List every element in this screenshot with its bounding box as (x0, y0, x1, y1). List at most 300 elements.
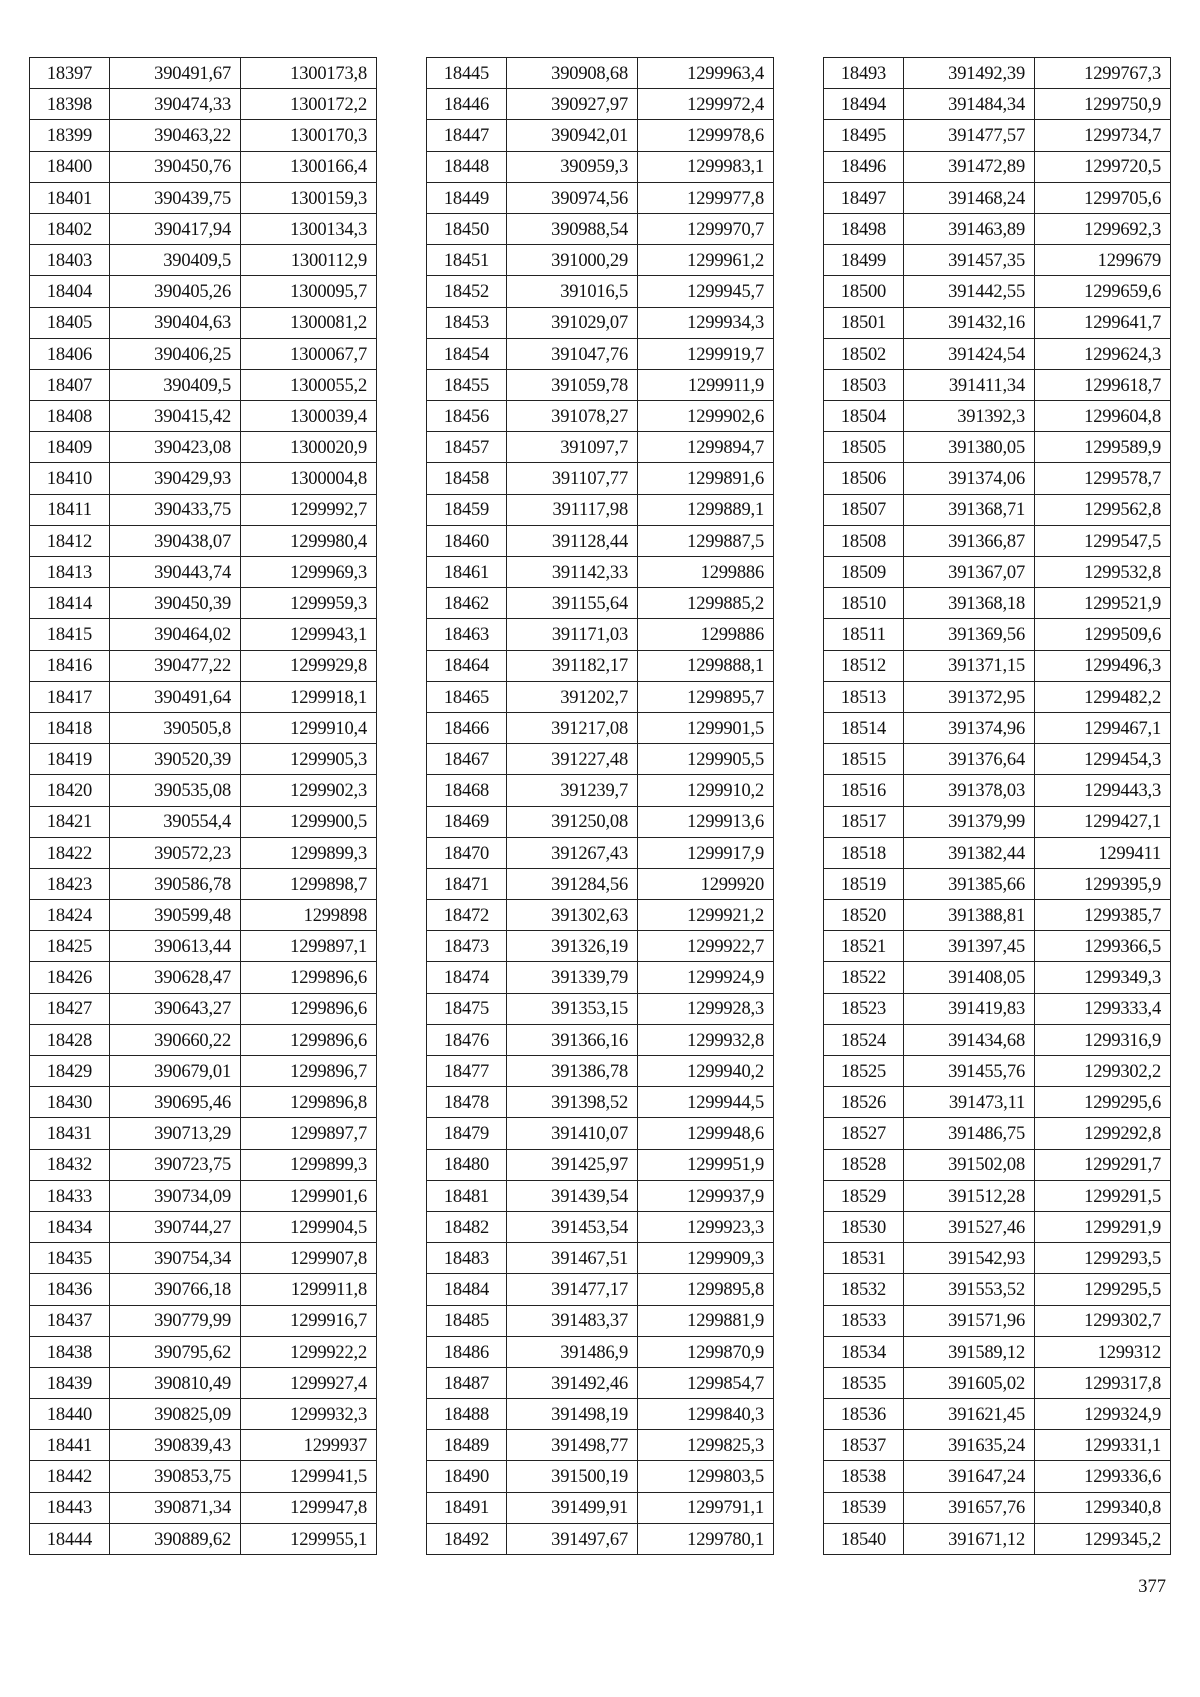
table-row (824, 1087, 1171, 1118)
y-coordinate-cell: 1299896,7 (241, 1056, 377, 1087)
table-row (30, 182, 377, 213)
table-row (427, 1180, 774, 1211)
table-row (30, 89, 377, 120)
point-number-cell: 18501 (824, 307, 904, 338)
x-coordinate-cell: 391367,07 (904, 557, 1035, 588)
x-coordinate-cell: 390586,78 (110, 868, 241, 899)
table-row (824, 1024, 1171, 1055)
point-number-cell: 18442 (30, 1461, 110, 1492)
table-row (427, 993, 774, 1024)
y-coordinate-cell: 1300134,3 (241, 213, 377, 244)
point-number-cell: 18402 (30, 213, 110, 244)
table-row (427, 245, 774, 276)
table-row (427, 681, 774, 712)
table-row (824, 1367, 1171, 1398)
point-number-cell: 18438 (30, 1336, 110, 1367)
point-number-cell: 18518 (824, 837, 904, 868)
x-coordinate-cell: 391484,34 (904, 89, 1035, 120)
y-coordinate-cell: 1299791,1 (638, 1492, 774, 1523)
y-coordinate-cell: 1299659,6 (1035, 276, 1171, 307)
y-coordinate-cell: 1299624,3 (1035, 338, 1171, 369)
table-row (824, 1336, 1171, 1367)
y-coordinate-cell: 1299898,7 (241, 868, 377, 899)
point-number-cell: 18415 (30, 619, 110, 650)
coordinate-table-2 (426, 57, 774, 1555)
y-coordinate-cell: 1299923,3 (638, 1211, 774, 1242)
x-coordinate-cell: 390734,09 (110, 1180, 241, 1211)
table-row (824, 806, 1171, 837)
table-row (30, 837, 377, 868)
x-coordinate-cell: 391366,87 (904, 525, 1035, 556)
table-row (30, 463, 377, 494)
y-coordinate-cell: 1299959,3 (241, 588, 377, 619)
table-row (824, 744, 1171, 775)
table-row (824, 1149, 1171, 1180)
point-number-cell: 18540 (824, 1523, 904, 1554)
y-coordinate-cell: 1299302,7 (1035, 1305, 1171, 1336)
x-coordinate-cell: 390415,42 (110, 401, 241, 432)
y-coordinate-cell: 1299909,3 (638, 1243, 774, 1274)
x-coordinate-cell: 390406,25 (110, 338, 241, 369)
point-number-cell: 18530 (824, 1211, 904, 1242)
point-number-cell: 18504 (824, 401, 904, 432)
point-number-cell: 18513 (824, 681, 904, 712)
x-coordinate-cell: 391374,96 (904, 712, 1035, 743)
point-number-cell: 18531 (824, 1243, 904, 1274)
y-coordinate-cell: 1299922,2 (241, 1336, 377, 1367)
point-number-cell: 18503 (824, 369, 904, 400)
point-number-cell: 18458 (427, 463, 507, 494)
y-coordinate-cell: 1299963,4 (638, 58, 774, 89)
point-number-cell: 18465 (427, 681, 507, 712)
y-coordinate-cell: 1299897,1 (241, 931, 377, 962)
x-coordinate-cell: 390889,62 (110, 1523, 241, 1554)
y-coordinate-cell: 1299395,9 (1035, 868, 1171, 899)
table-row (30, 1118, 377, 1149)
y-coordinate-cell: 1299295,6 (1035, 1087, 1171, 1118)
table-row (427, 962, 774, 993)
table-row (824, 619, 1171, 650)
x-coordinate-cell: 390744,27 (110, 1211, 241, 1242)
x-coordinate-cell: 390520,39 (110, 744, 241, 775)
y-coordinate-cell: 1299970,7 (638, 213, 774, 244)
y-coordinate-cell: 1299896,6 (241, 993, 377, 1024)
table-row (427, 307, 774, 338)
x-coordinate-cell: 391371,15 (904, 650, 1035, 681)
x-coordinate-cell: 390942,01 (507, 120, 638, 151)
y-coordinate-cell: 1300166,4 (241, 151, 377, 182)
table-row (427, 619, 774, 650)
y-coordinate-cell: 1299951,9 (638, 1149, 774, 1180)
table-row (427, 58, 774, 89)
table-row (30, 120, 377, 151)
y-coordinate-cell: 1299898 (241, 900, 377, 931)
y-coordinate-cell: 1299467,1 (1035, 712, 1171, 743)
point-number-cell: 18533 (824, 1305, 904, 1336)
x-coordinate-cell: 391455,76 (904, 1056, 1035, 1087)
table-row (30, 1523, 377, 1554)
y-coordinate-cell: 1299901,6 (241, 1180, 377, 1211)
point-number-cell: 18529 (824, 1180, 904, 1211)
point-number-cell: 18517 (824, 806, 904, 837)
x-coordinate-cell: 391128,44 (507, 525, 638, 556)
point-number-cell: 18399 (30, 120, 110, 151)
point-number-cell: 18524 (824, 1024, 904, 1055)
table-row (427, 1024, 774, 1055)
y-coordinate-cell: 1299825,3 (638, 1430, 774, 1461)
table-row (30, 494, 377, 525)
y-coordinate-cell: 1299734,7 (1035, 120, 1171, 151)
x-coordinate-cell: 391353,15 (507, 993, 638, 1024)
y-coordinate-cell: 1299324,9 (1035, 1399, 1171, 1430)
y-coordinate-cell: 1299919,7 (638, 338, 774, 369)
x-coordinate-cell: 391155,64 (507, 588, 638, 619)
table-row (30, 712, 377, 743)
x-coordinate-cell: 391486,75 (904, 1118, 1035, 1149)
x-coordinate-cell: 390795,62 (110, 1336, 241, 1367)
x-coordinate-cell: 391202,7 (507, 681, 638, 712)
x-coordinate-cell: 391267,43 (507, 837, 638, 868)
y-coordinate-cell: 1300039,4 (241, 401, 377, 432)
point-number-cell: 18410 (30, 463, 110, 494)
point-number-cell: 18463 (427, 619, 507, 650)
x-coordinate-cell: 391117,98 (507, 494, 638, 525)
table-row (30, 338, 377, 369)
point-number-cell: 18420 (30, 775, 110, 806)
point-number-cell: 18485 (427, 1305, 507, 1336)
y-coordinate-cell: 1299941,5 (241, 1461, 377, 1492)
point-number-cell: 18454 (427, 338, 507, 369)
x-coordinate-cell: 390959,3 (507, 151, 638, 182)
point-number-cell: 18477 (427, 1056, 507, 1087)
point-number-cell: 18467 (427, 744, 507, 775)
x-coordinate-cell: 390443,74 (110, 557, 241, 588)
page-number: 377 (1138, 1577, 1166, 1597)
point-number-cell: 18435 (30, 1243, 110, 1274)
x-coordinate-cell: 391368,18 (904, 588, 1035, 619)
point-number-cell: 18499 (824, 245, 904, 276)
x-coordinate-cell: 390554,4 (110, 806, 241, 837)
y-coordinate-cell: 1300020,9 (241, 432, 377, 463)
point-number-cell: 18520 (824, 900, 904, 931)
table-row (824, 120, 1171, 151)
x-coordinate-cell: 391411,34 (904, 369, 1035, 400)
point-number-cell: 18406 (30, 338, 110, 369)
point-number-cell: 18451 (427, 245, 507, 276)
y-coordinate-cell: 1299955,1 (241, 1523, 377, 1554)
table-row (30, 276, 377, 307)
y-coordinate-cell: 1299870,9 (638, 1336, 774, 1367)
table-row (427, 1274, 774, 1305)
point-number-cell: 18488 (427, 1399, 507, 1430)
point-number-cell: 18455 (427, 369, 507, 400)
x-coordinate-cell: 390988,54 (507, 213, 638, 244)
point-number-cell: 18472 (427, 900, 507, 931)
table-row (30, 681, 377, 712)
y-coordinate-cell: 1299881,9 (638, 1305, 774, 1336)
point-number-cell: 18497 (824, 182, 904, 213)
table-row (824, 245, 1171, 276)
point-number-cell: 18432 (30, 1149, 110, 1180)
table-row (824, 1180, 1171, 1211)
table-row (427, 276, 774, 307)
point-number-cell: 18400 (30, 151, 110, 182)
table-row (427, 1461, 774, 1492)
y-coordinate-cell: 1299911,9 (638, 369, 774, 400)
table-row (427, 900, 774, 931)
point-number-cell: 18490 (427, 1461, 507, 1492)
x-coordinate-cell: 391398,52 (507, 1087, 638, 1118)
x-coordinate-cell: 391284,56 (507, 868, 638, 899)
point-number-cell: 18403 (30, 245, 110, 276)
point-number-cell: 18397 (30, 58, 110, 89)
point-number-cell: 18480 (427, 1149, 507, 1180)
point-number-cell: 18538 (824, 1461, 904, 1492)
x-coordinate-cell: 391410,07 (507, 1118, 638, 1149)
x-coordinate-cell: 390438,07 (110, 525, 241, 556)
point-number-cell: 18436 (30, 1274, 110, 1305)
x-coordinate-cell: 391380,05 (904, 432, 1035, 463)
y-coordinate-cell: 1299349,3 (1035, 962, 1171, 993)
table-row (824, 1523, 1171, 1554)
table-row (427, 1523, 774, 1554)
table-row (824, 1430, 1171, 1461)
x-coordinate-cell: 390491,67 (110, 58, 241, 89)
point-number-cell: 18437 (30, 1305, 110, 1336)
x-coordinate-cell: 391397,45 (904, 931, 1035, 962)
x-coordinate-cell: 390491,64 (110, 681, 241, 712)
y-coordinate-cell: 1299333,4 (1035, 993, 1171, 1024)
table-row (30, 775, 377, 806)
x-coordinate-cell: 390723,75 (110, 1149, 241, 1180)
y-coordinate-cell: 1299948,6 (638, 1118, 774, 1149)
x-coordinate-cell: 390908,68 (507, 58, 638, 89)
y-coordinate-cell: 1299891,6 (638, 463, 774, 494)
table-row (30, 900, 377, 931)
y-coordinate-cell: 1299840,3 (638, 1399, 774, 1430)
x-coordinate-cell: 390871,34 (110, 1492, 241, 1523)
x-coordinate-cell: 390766,18 (110, 1274, 241, 1305)
x-coordinate-cell: 391379,99 (904, 806, 1035, 837)
x-coordinate-cell: 391382,44 (904, 837, 1035, 868)
x-coordinate-cell: 391376,64 (904, 744, 1035, 775)
y-coordinate-cell: 1299604,8 (1035, 401, 1171, 432)
x-coordinate-cell: 391671,12 (904, 1523, 1035, 1554)
point-number-cell: 18493 (824, 58, 904, 89)
x-coordinate-cell: 391239,7 (507, 775, 638, 806)
y-coordinate-cell: 1299720,5 (1035, 151, 1171, 182)
y-coordinate-cell: 1299692,3 (1035, 213, 1171, 244)
x-coordinate-cell: 391498,77 (507, 1430, 638, 1461)
point-number-cell: 18412 (30, 525, 110, 556)
x-coordinate-cell: 390433,75 (110, 494, 241, 525)
point-number-cell: 18511 (824, 619, 904, 650)
point-number-cell: 18398 (30, 89, 110, 120)
point-number-cell: 18461 (427, 557, 507, 588)
point-number-cell: 18404 (30, 276, 110, 307)
table-row (824, 1305, 1171, 1336)
y-coordinate-cell: 1299904,5 (241, 1211, 377, 1242)
table-row (30, 1087, 377, 1118)
x-coordinate-cell: 391392,3 (904, 401, 1035, 432)
x-coordinate-cell: 390417,94 (110, 213, 241, 244)
table-row (824, 276, 1171, 307)
x-coordinate-cell: 390409,5 (110, 245, 241, 276)
x-coordinate-cell: 391527,46 (904, 1211, 1035, 1242)
x-coordinate-cell: 390628,47 (110, 962, 241, 993)
y-coordinate-cell: 1299291,9 (1035, 1211, 1171, 1242)
table-row (30, 58, 377, 89)
table-row (30, 1056, 377, 1087)
x-coordinate-cell: 390779,99 (110, 1305, 241, 1336)
y-coordinate-cell: 1299937,9 (638, 1180, 774, 1211)
table-row (427, 712, 774, 743)
y-coordinate-cell: 1299945,7 (638, 276, 774, 307)
point-number-cell: 18482 (427, 1211, 507, 1242)
y-coordinate-cell: 1300067,7 (241, 338, 377, 369)
y-coordinate-cell: 1299894,7 (638, 432, 774, 463)
x-coordinate-cell: 391635,24 (904, 1430, 1035, 1461)
table-row (427, 744, 774, 775)
x-coordinate-cell: 390599,48 (110, 900, 241, 931)
table-row (30, 588, 377, 619)
point-number-cell: 18522 (824, 962, 904, 993)
point-number-cell: 18478 (427, 1087, 507, 1118)
x-coordinate-cell: 391453,54 (507, 1211, 638, 1242)
x-coordinate-cell: 391486,9 (507, 1336, 638, 1367)
y-coordinate-cell: 1299916,7 (241, 1305, 377, 1336)
y-coordinate-cell: 1299336,6 (1035, 1461, 1171, 1492)
point-number-cell: 18408 (30, 401, 110, 432)
table-row (427, 1149, 774, 1180)
y-coordinate-cell: 1299943,1 (241, 619, 377, 650)
table-row (824, 58, 1171, 89)
table-row (824, 1211, 1171, 1242)
x-coordinate-cell: 390927,97 (507, 89, 638, 120)
x-coordinate-cell: 390505,8 (110, 712, 241, 743)
y-coordinate-cell: 1299983,1 (638, 151, 774, 182)
x-coordinate-cell: 391097,7 (507, 432, 638, 463)
table-row (824, 338, 1171, 369)
y-coordinate-cell: 1299895,8 (638, 1274, 774, 1305)
point-number-cell: 18409 (30, 432, 110, 463)
y-coordinate-cell: 1299521,9 (1035, 588, 1171, 619)
table-row (30, 1243, 377, 1274)
x-coordinate-cell: 391542,93 (904, 1243, 1035, 1274)
table-row (427, 151, 774, 182)
table-row (824, 432, 1171, 463)
y-coordinate-cell: 1299897,7 (241, 1118, 377, 1149)
x-coordinate-cell: 391424,54 (904, 338, 1035, 369)
coordinate-table-body (427, 58, 774, 1555)
y-coordinate-cell: 1299911,8 (241, 1274, 377, 1305)
table-row (427, 1118, 774, 1149)
point-number-cell: 18462 (427, 588, 507, 619)
point-number-cell: 18507 (824, 494, 904, 525)
y-coordinate-cell: 1299913,6 (638, 806, 774, 837)
table-row (30, 806, 377, 837)
x-coordinate-cell: 391439,54 (507, 1180, 638, 1211)
table-row (824, 650, 1171, 681)
y-coordinate-cell: 1299295,5 (1035, 1274, 1171, 1305)
x-coordinate-cell: 391477,17 (507, 1274, 638, 1305)
x-coordinate-cell: 390404,63 (110, 307, 241, 338)
table-row (30, 1211, 377, 1242)
point-number-cell: 18445 (427, 58, 507, 89)
y-coordinate-cell: 1299385,7 (1035, 900, 1171, 931)
x-coordinate-cell: 390825,09 (110, 1399, 241, 1430)
x-coordinate-cell: 391366,16 (507, 1024, 638, 1055)
point-number-cell: 18496 (824, 151, 904, 182)
point-number-cell: 18468 (427, 775, 507, 806)
table-row (824, 463, 1171, 494)
point-number-cell: 18474 (427, 962, 507, 993)
y-coordinate-cell: 1299929,8 (241, 650, 377, 681)
point-number-cell: 18534 (824, 1336, 904, 1367)
x-coordinate-cell: 390643,27 (110, 993, 241, 1024)
coordinate-table-body (30, 58, 377, 1555)
table-row (824, 1461, 1171, 1492)
point-number-cell: 18428 (30, 1024, 110, 1055)
y-coordinate-cell: 1300095,7 (241, 276, 377, 307)
point-number-cell: 18516 (824, 775, 904, 806)
x-coordinate-cell: 391657,76 (904, 1492, 1035, 1523)
table-row (30, 213, 377, 244)
x-coordinate-cell: 391386,78 (507, 1056, 638, 1087)
point-number-cell: 18514 (824, 712, 904, 743)
table-row (824, 1399, 1171, 1430)
table-row (824, 837, 1171, 868)
point-number-cell: 18487 (427, 1367, 507, 1398)
y-coordinate-cell: 1299961,2 (638, 245, 774, 276)
y-coordinate-cell: 1299927,4 (241, 1367, 377, 1398)
x-coordinate-cell: 390405,26 (110, 276, 241, 307)
x-coordinate-cell: 391483,37 (507, 1305, 638, 1336)
y-coordinate-cell: 1299292,8 (1035, 1118, 1171, 1149)
y-coordinate-cell: 1299899,3 (241, 837, 377, 868)
table-row (427, 1211, 774, 1242)
point-number-cell: 18532 (824, 1274, 904, 1305)
point-number-cell: 18446 (427, 89, 507, 120)
point-number-cell: 18417 (30, 681, 110, 712)
point-number-cell: 18495 (824, 120, 904, 151)
table-row (427, 213, 774, 244)
table-row (30, 1024, 377, 1055)
point-number-cell: 18539 (824, 1492, 904, 1523)
y-coordinate-cell: 1299888,1 (638, 650, 774, 681)
y-coordinate-cell: 1299340,8 (1035, 1492, 1171, 1523)
y-coordinate-cell: 1299980,4 (241, 525, 377, 556)
y-coordinate-cell: 1299331,1 (1035, 1430, 1171, 1461)
y-coordinate-cell: 1299509,6 (1035, 619, 1171, 650)
table-row (427, 1367, 774, 1398)
point-number-cell: 18535 (824, 1367, 904, 1398)
table-row (427, 588, 774, 619)
table-row (824, 962, 1171, 993)
x-coordinate-cell: 391512,28 (904, 1180, 1035, 1211)
x-coordinate-cell: 390477,22 (110, 650, 241, 681)
x-coordinate-cell: 391326,19 (507, 931, 638, 962)
y-coordinate-cell: 1299589,9 (1035, 432, 1171, 463)
point-number-cell: 18456 (427, 401, 507, 432)
point-number-cell: 18509 (824, 557, 904, 588)
x-coordinate-cell: 391553,52 (904, 1274, 1035, 1305)
y-coordinate-cell: 1299924,9 (638, 962, 774, 993)
point-number-cell: 18418 (30, 712, 110, 743)
y-coordinate-cell: 1300170,3 (241, 120, 377, 151)
table-row (824, 369, 1171, 400)
table-row (30, 650, 377, 681)
